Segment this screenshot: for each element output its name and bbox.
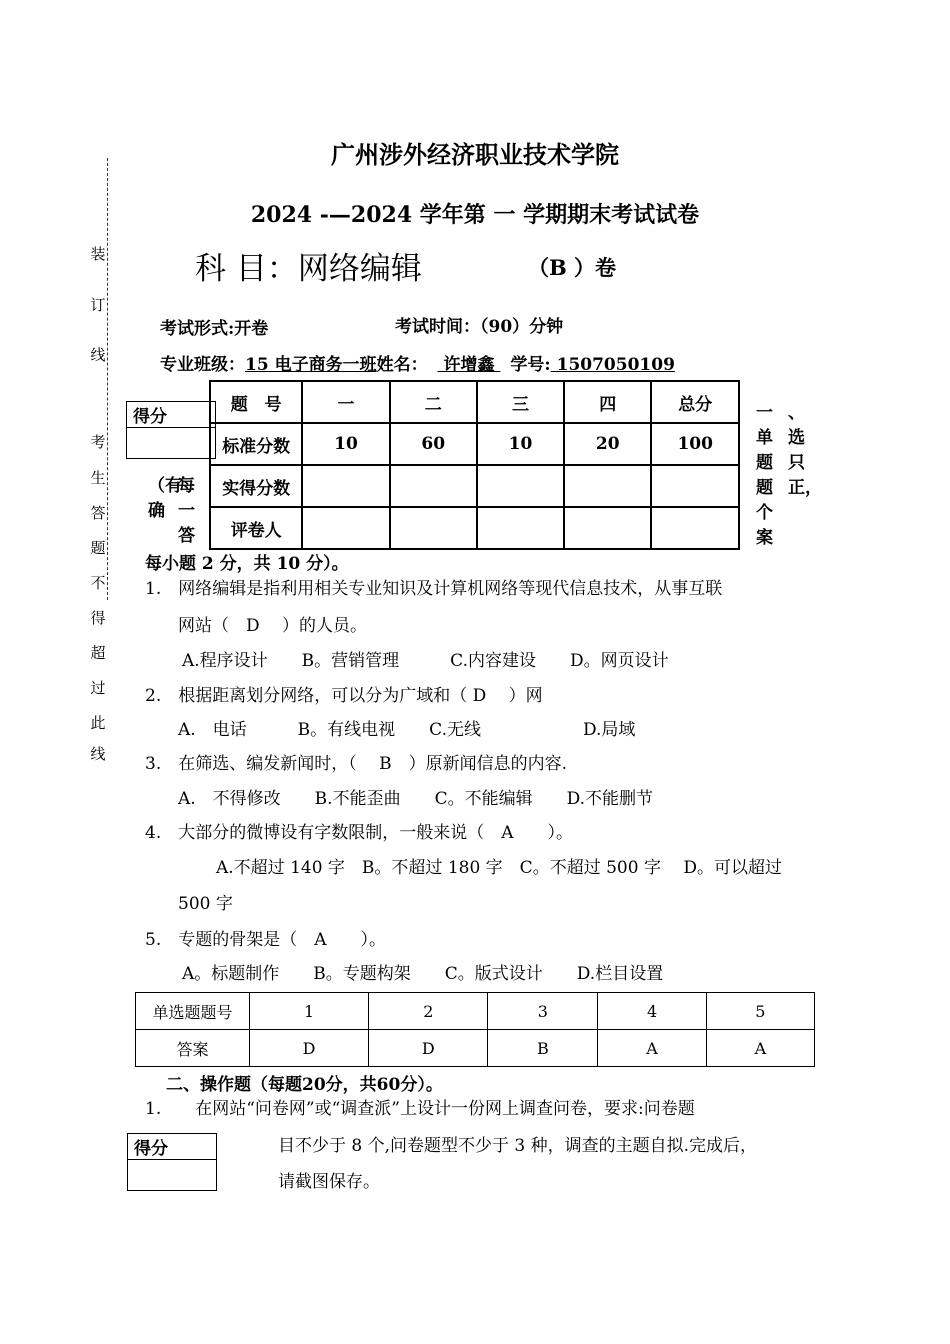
notice-char: 考 [90, 433, 106, 451]
table-cell: 题 号 [210, 381, 302, 423]
table-cell: D [369, 1030, 488, 1067]
id-label: 学号: [510, 355, 551, 375]
table-cell [477, 465, 564, 507]
table-cell: 标准分数 [210, 423, 302, 465]
notice-char: 题 [90, 539, 106, 557]
name-label: 姓名： [376, 355, 428, 375]
notice-char: 得 [90, 609, 106, 627]
table-cell: A [706, 1030, 814, 1067]
score-box-2 [127, 1133, 217, 1191]
table-cell: 答案 [136, 1030, 250, 1067]
class-value: 15 电子商务一班 [245, 355, 377, 375]
table-cell [564, 507, 651, 549]
question-1-options: A.程序设计 B。营销管理 C.内容建设 D。网页设计 [182, 651, 669, 671]
score-box [126, 401, 216, 459]
binding-char: 线 [90, 346, 106, 364]
table-row [136, 993, 815, 1030]
table-cell: 10 [302, 423, 389, 465]
table-cell [477, 507, 564, 549]
name-value: 许增鑫 [437, 355, 501, 375]
notice-char: 不 [90, 574, 106, 592]
table-row [210, 423, 739, 465]
table-cell: 2 [369, 993, 488, 1030]
section2-q1-line1: 1. 在网站“问卷网”或“调查派”上设计一份网上调查问卷，要求:问卷题 [145, 1099, 695, 1119]
table-cell [302, 465, 389, 507]
table-cell: 60 [390, 423, 477, 465]
binding-dashed-line [107, 158, 108, 600]
table-cell: A [598, 1030, 706, 1067]
table-cell: 1 [250, 993, 369, 1030]
table-cell: 四 [564, 381, 651, 423]
notice-char: 线 [90, 745, 106, 763]
notice-char: 生 [90, 469, 106, 487]
question-1-line2: 网站（ D ）的人员。 [178, 616, 368, 636]
table-cell: 评卷人 [210, 507, 302, 549]
question-3-line1: 3. 在筛选、编发新闻时，（ B ）原新闻信息的内容. [145, 754, 568, 774]
question-1-line1: 1. 网络编辑是指利用相关专业知识及计算机网络等现代信息技术，从事互联 [145, 579, 723, 599]
term-title: 2024 -—2024 学年第 一 学期期末考试试卷 [250, 202, 700, 228]
section1-title-col: 、选 只正， [788, 403, 822, 498]
notice-char: 此 [90, 714, 106, 732]
subject-title: 科 目：网络编辑 [195, 251, 422, 287]
question-4-line3: 500 字 [178, 894, 233, 914]
table-cell [651, 507, 739, 549]
score-table [209, 380, 740, 550]
section1-title-col: （有确 [148, 476, 182, 521]
table-row [210, 465, 739, 507]
table-cell [651, 465, 739, 507]
section1-title-tail: 每小题 2 分，共 10 分）。 [145, 554, 349, 574]
table-cell [302, 507, 389, 549]
table-cell: 一 [302, 381, 389, 423]
question-5-options: A。标题制作 B。专题构架 C。版式设计 D.栏目设置 [182, 964, 664, 984]
table-cell: 4 [598, 993, 706, 1030]
section1-title-col: 一单题题个案 [756, 403, 773, 548]
score-table-header [210, 381, 739, 423]
paper-type: （B ）卷 [528, 255, 617, 280]
table-row [210, 507, 739, 549]
table-cell: 10 [477, 423, 564, 465]
notice-char: 超 [90, 644, 106, 662]
table-cell [390, 465, 477, 507]
binding-char: 装 [90, 245, 106, 263]
score-box-label: 得分 [128, 1134, 216, 1160]
table-cell [564, 465, 651, 507]
table-cell: D [250, 1030, 369, 1067]
table-cell: 100 [651, 423, 739, 465]
section2-title: 二、操作题（每题20分，共60分）。 [166, 1075, 443, 1095]
binding-char: 订 [90, 296, 106, 314]
question-4-line1: 4. 大部分的微博设有字数限制，一般来说（ A ）。 [145, 823, 573, 843]
score-box-label: 得分 [127, 402, 215, 428]
class-label: 专业班级： [160, 355, 245, 375]
section2-q1-line2: 目不少于 8 个,问卷题型不少于 3 种，调查的主题自拟.完成后， [278, 1136, 758, 1156]
table-cell: 20 [564, 423, 651, 465]
question-2-line1: 2. 根据距离划分网络，可以分为广域和（ D ）网 [145, 686, 543, 706]
exam-form: 考试形式:开卷 [160, 319, 269, 339]
exam-time: 考试时间：（90）分钟 [395, 317, 564, 337]
answer-table [135, 992, 815, 1067]
section2-q1-line3: 请截图保存。 [278, 1172, 380, 1192]
table-cell: B [488, 1030, 598, 1067]
notice-char: 过 [90, 679, 106, 697]
school-title: 广州涉外经济职业技术学院 [331, 141, 619, 169]
table-cell: 二 [390, 381, 477, 423]
question-4-line2: A.不超过 140 字 B。不超过 180 字 C。不超过 500 字 D。可以超过 [216, 858, 782, 878]
table-cell: 三 [477, 381, 564, 423]
question-2-options: A. 电话 B。有线电视 C.无线 D.局域 [178, 720, 636, 740]
table-cell [390, 507, 477, 549]
question-3-options: A. 不得修改 B.不能歪曲 C。不能编辑 D.不能删节 [178, 789, 654, 809]
table-cell: 实得分数 [210, 465, 302, 507]
table-row [136, 1030, 815, 1067]
id-value: 1507050109 [550, 355, 675, 375]
table-cell: 5 [706, 993, 814, 1030]
table-cell: 总分 [651, 381, 739, 423]
table-cell: 3 [488, 993, 598, 1030]
section1-title-col: 每一答 [178, 476, 195, 546]
table-cell: 单选题题号 [136, 993, 250, 1030]
question-5-line1: 5. 专题的骨架是（ A ）。 [145, 930, 386, 950]
notice-char: 答 [90, 504, 106, 522]
student-info-line [160, 350, 685, 375]
